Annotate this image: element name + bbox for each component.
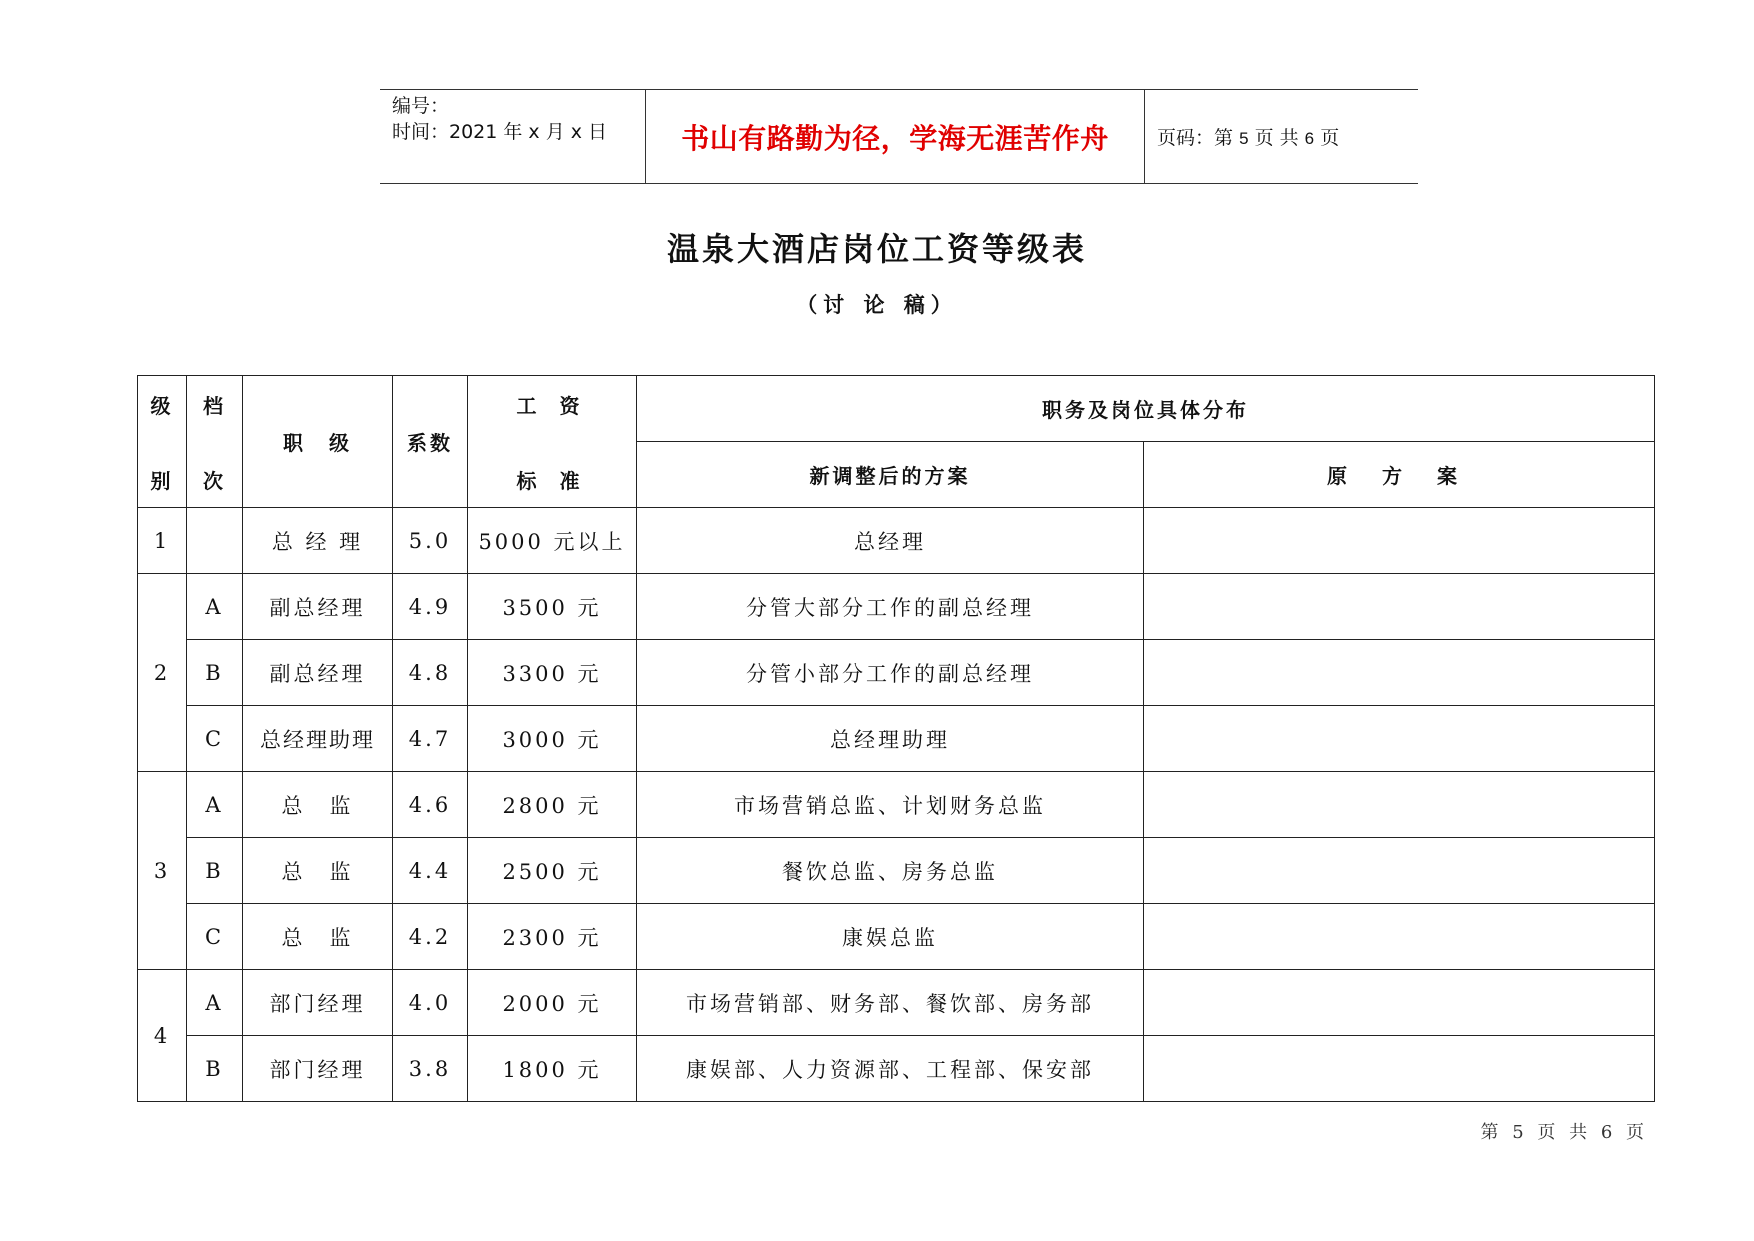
cell-level: 4 — [138, 970, 187, 1102]
motto-text: 书山有路勤为径，学海无涯苦作舟 — [681, 121, 1109, 155]
page-prefix: 页码：第 — [1157, 127, 1234, 149]
cell-wage: 2300 元 — [468, 904, 637, 970]
cell-coefficient: 4.4 — [393, 838, 468, 904]
header-position: 职 级 — [243, 376, 393, 508]
cell-coefficient: 4.6 — [393, 772, 468, 838]
cell-position: 总 监 — [243, 904, 393, 970]
header-new-plan: 新调整后的方案 — [637, 442, 1144, 508]
table-row — [138, 574, 1655, 640]
cell-coefficient: 4.2 — [393, 904, 468, 970]
cell-wage: 3300 元 — [468, 640, 637, 706]
wage-grade-table — [137, 375, 1655, 1102]
header-grade: 档 次 — [187, 376, 243, 508]
cell-old-plan — [1144, 904, 1655, 970]
cell-old-plan — [1144, 508, 1655, 574]
header-motto-cell — [646, 90, 1145, 183]
cell-new-plan: 康娱部、人力资源部、工程部、保安部 — [637, 1036, 1144, 1102]
cell-grade: C — [187, 904, 243, 970]
cell-old-plan — [1144, 640, 1655, 706]
page-title: 温泉大酒店岗位工资等级表 — [666, 230, 1087, 268]
table-row — [138, 706, 1655, 772]
header-page-cell — [1145, 90, 1418, 183]
cell-wage: 3500 元 — [468, 574, 637, 640]
cell-grade: B — [187, 640, 243, 706]
cell-new-plan: 康娱总监 — [637, 904, 1144, 970]
cell-wage: 5000 元以上 — [468, 508, 637, 574]
cell-position: 部门经理 — [243, 1036, 393, 1102]
table-header-row — [138, 376, 1655, 442]
cell-position: 总 监 — [243, 772, 393, 838]
cell-wage: 2000 元 — [468, 970, 637, 1036]
page-current: 5 — [1239, 129, 1249, 148]
cell-old-plan — [1144, 1036, 1655, 1102]
cell-position: 副总经理 — [243, 574, 393, 640]
cell-grade: A — [187, 772, 243, 838]
cell-grade: A — [187, 574, 243, 640]
cell-new-plan: 分管大部分工作的副总经理 — [637, 574, 1144, 640]
cell-position: 总 经 理 — [243, 508, 393, 574]
table-row — [138, 640, 1655, 706]
cell-wage: 2800 元 — [468, 772, 637, 838]
header-wage: 工 资 标 准 — [468, 376, 637, 508]
cell-new-plan: 餐饮总监、房务总监 — [637, 838, 1144, 904]
cell-position: 总经理助理 — [243, 706, 393, 772]
cell-level: 2 — [138, 574, 187, 772]
cell-old-plan — [1144, 772, 1655, 838]
cell-grade: B — [187, 838, 243, 904]
table-row — [138, 772, 1655, 838]
document-time-label: 时间：2021 年 x 月 x 日 — [392, 121, 608, 143]
page-subtitle: （讨 论 稿） — [796, 293, 958, 317]
table-row — [138, 970, 1655, 1036]
cell-coefficient: 4.8 — [393, 640, 468, 706]
header-coefficient: 系数 — [393, 376, 468, 508]
header-level: 级 别 — [138, 376, 187, 508]
cell-old-plan — [1144, 574, 1655, 640]
cell-old-plan — [1144, 706, 1655, 772]
cell-coefficient: 4.7 — [393, 706, 468, 772]
cell-new-plan: 市场营销总监、计划财务总监 — [637, 772, 1144, 838]
cell-position: 部门经理 — [243, 970, 393, 1036]
cell-coefficient: 3.8 — [393, 1036, 468, 1102]
cell-level: 3 — [138, 772, 187, 970]
cell-grade — [187, 508, 243, 574]
table-row — [138, 1036, 1655, 1102]
cell-new-plan: 分管小部分工作的副总经理 — [637, 640, 1144, 706]
table-row — [138, 838, 1655, 904]
page-total: 6 — [1304, 129, 1315, 148]
page-suffix: 页 — [1320, 127, 1340, 149]
header-old-plan: 原 方 案 — [1144, 442, 1655, 508]
cell-wage: 3000 元 — [468, 706, 637, 772]
table-row — [138, 508, 1655, 574]
cell-position: 副总经理 — [243, 640, 393, 706]
cell-wage: 1800 元 — [468, 1036, 637, 1102]
page-indicator — [1157, 123, 1339, 150]
page-middle: 页 共 — [1254, 127, 1299, 149]
cell-grade: B — [187, 1036, 243, 1102]
document-header — [380, 89, 1418, 184]
table-row — [138, 904, 1655, 970]
cell-grade: C — [187, 706, 243, 772]
header-distribution: 职务及岗位具体分布 — [637, 376, 1655, 442]
header-meta-cell — [380, 90, 646, 183]
cell-coefficient: 5.0 — [393, 508, 468, 574]
cell-coefficient: 4.0 — [393, 970, 468, 1036]
cell-new-plan: 总经理助理 — [637, 706, 1144, 772]
cell-level: 1 — [138, 508, 187, 574]
cell-coefficient: 4.9 — [393, 574, 468, 640]
cell-grade: A — [187, 970, 243, 1036]
document-number-label: 编号： — [392, 95, 450, 117]
cell-old-plan — [1144, 970, 1655, 1036]
cell-new-plan: 总经理 — [637, 508, 1144, 574]
page-footer: 第 5 页 共 6 页 — [1480, 1122, 1648, 1143]
cell-old-plan — [1144, 838, 1655, 904]
cell-position: 总 监 — [243, 838, 393, 904]
cell-new-plan: 市场营销部、财务部、餐饮部、房务部 — [637, 970, 1144, 1036]
cell-wage: 2500 元 — [468, 838, 637, 904]
